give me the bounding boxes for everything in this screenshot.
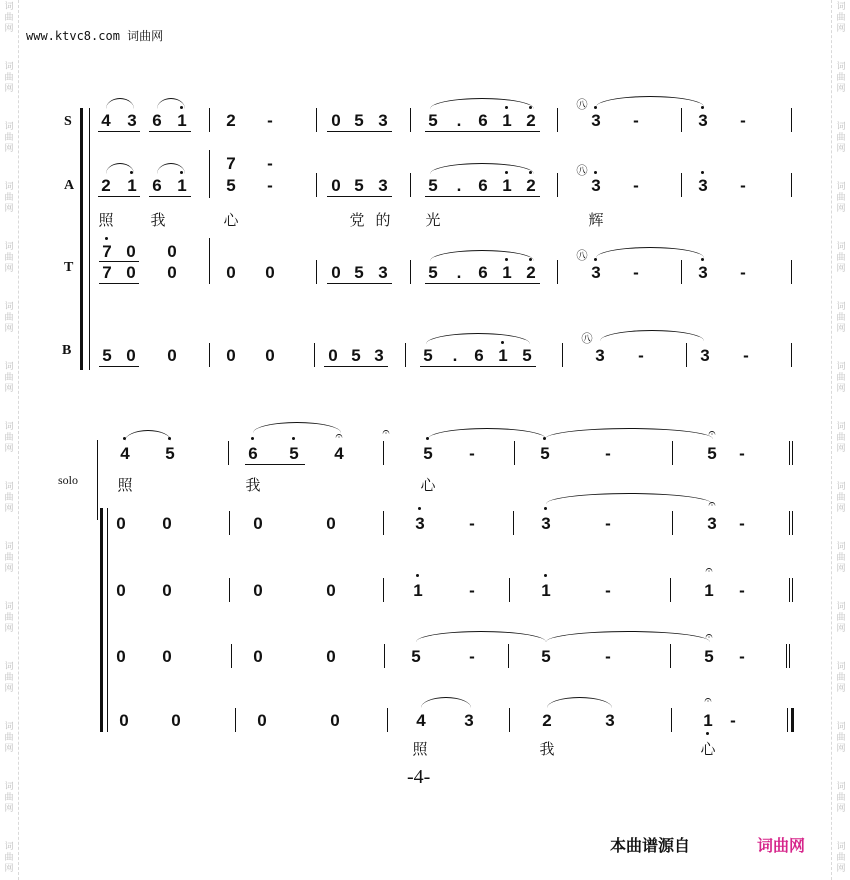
note: 0 bbox=[116, 647, 126, 666]
note: 2 bbox=[526, 111, 536, 130]
octave-dot bbox=[701, 106, 704, 109]
system-line bbox=[89, 108, 90, 370]
note: 3 bbox=[378, 176, 388, 195]
note: . bbox=[456, 263, 462, 282]
note: - bbox=[605, 647, 611, 666]
slur bbox=[253, 422, 341, 433]
note: 0 bbox=[331, 176, 341, 195]
underline bbox=[99, 366, 139, 367]
fermata: 𝄐 bbox=[708, 425, 716, 440]
tie bbox=[596, 247, 704, 258]
watermark-text: 词 曲 网 bbox=[836, 182, 846, 214]
watermark-text: 词 曲 网 bbox=[836, 542, 846, 574]
underline bbox=[245, 464, 305, 465]
note: 5 bbox=[423, 444, 433, 463]
note: - bbox=[638, 346, 644, 365]
note: 7 bbox=[102, 263, 112, 282]
fermata: 𝄐 bbox=[382, 424, 390, 439]
barline bbox=[509, 708, 510, 732]
watermark-text: 词 曲 网 bbox=[4, 2, 14, 34]
lyric: 照 bbox=[117, 476, 133, 494]
note: 0 bbox=[171, 711, 181, 730]
barline bbox=[671, 708, 672, 732]
note: 0 bbox=[162, 647, 172, 666]
note: 1 bbox=[177, 176, 187, 195]
note: 1 bbox=[703, 711, 713, 730]
note: 5 bbox=[226, 176, 236, 195]
barline bbox=[387, 708, 388, 732]
note: 3 bbox=[591, 263, 601, 282]
note: 1 bbox=[541, 581, 551, 600]
slur bbox=[106, 98, 134, 109]
note: 5 bbox=[707, 444, 717, 463]
barline bbox=[229, 578, 230, 602]
note: - bbox=[633, 111, 639, 130]
note: - bbox=[605, 514, 611, 533]
watermark-text: 词 曲 网 bbox=[4, 362, 14, 394]
barline bbox=[383, 441, 384, 465]
note: 3 bbox=[595, 346, 605, 365]
watermark-text: 词 曲 网 bbox=[836, 422, 846, 454]
page-number: -4- bbox=[407, 766, 431, 788]
note: 4 bbox=[120, 444, 130, 463]
slur bbox=[547, 697, 612, 708]
breath-mark: ㊇ bbox=[576, 164, 588, 177]
watermark-text: 词 曲 网 bbox=[4, 842, 14, 874]
slur bbox=[430, 98, 534, 109]
note: 1 bbox=[413, 581, 423, 600]
note: - bbox=[469, 444, 475, 463]
fermata: 𝄐 bbox=[705, 562, 713, 577]
watermark-text: 词 曲 网 bbox=[4, 662, 14, 694]
note: - bbox=[740, 263, 746, 282]
underline bbox=[425, 131, 540, 132]
barline bbox=[514, 441, 515, 465]
note: 7 bbox=[102, 242, 112, 261]
barline bbox=[209, 150, 210, 198]
note: 3 bbox=[378, 263, 388, 282]
barline bbox=[787, 708, 788, 732]
note: - bbox=[605, 581, 611, 600]
octave-dot bbox=[251, 437, 254, 440]
lyric: 心 bbox=[420, 476, 436, 494]
note: 3 bbox=[374, 346, 384, 365]
note: 2 bbox=[101, 176, 111, 195]
breath-mark: ㊇ bbox=[576, 249, 588, 262]
tie bbox=[428, 428, 546, 439]
fermata: 𝄐 bbox=[335, 428, 343, 443]
note: 0 bbox=[119, 711, 129, 730]
watermark-text: 词 曲 网 bbox=[4, 482, 14, 514]
barline bbox=[557, 108, 558, 132]
watermark-text: 词 曲 网 bbox=[836, 662, 846, 694]
slur bbox=[430, 163, 534, 174]
barline bbox=[672, 441, 673, 465]
note: 0 bbox=[162, 581, 172, 600]
lyric: 我 bbox=[150, 211, 166, 229]
note: 5 bbox=[351, 346, 361, 365]
source-brand-link[interactable]: 词曲网 bbox=[757, 836, 806, 855]
lyric: 辉 bbox=[588, 211, 604, 229]
note: 6 bbox=[248, 444, 258, 463]
tie bbox=[600, 330, 704, 341]
barline bbox=[792, 441, 793, 465]
underline bbox=[327, 131, 392, 132]
voice-label-s: S bbox=[64, 114, 72, 129]
slur bbox=[125, 430, 171, 441]
octave-dot bbox=[105, 237, 108, 240]
system-bracket bbox=[80, 108, 83, 370]
barline bbox=[513, 511, 514, 535]
choir-line bbox=[107, 508, 108, 732]
note: - bbox=[743, 346, 749, 365]
octave-dot bbox=[701, 258, 704, 261]
note: 0 bbox=[331, 263, 341, 282]
note: - bbox=[739, 514, 745, 533]
voice-label-b: B bbox=[62, 343, 72, 358]
barline bbox=[557, 173, 558, 197]
watermark-text: 词 曲 网 bbox=[836, 62, 846, 94]
note: 1 bbox=[177, 111, 187, 130]
slur bbox=[157, 163, 185, 174]
note: - bbox=[605, 444, 611, 463]
note: - bbox=[469, 581, 475, 600]
tie bbox=[596, 96, 704, 107]
watermark-text: 词 曲 网 bbox=[4, 122, 14, 154]
note: 1 bbox=[704, 581, 714, 600]
underline bbox=[99, 283, 139, 284]
barline bbox=[410, 260, 411, 284]
barline bbox=[231, 644, 232, 668]
note: 2 bbox=[226, 111, 236, 130]
tie bbox=[416, 631, 546, 642]
lyric: 光 bbox=[425, 211, 441, 229]
barline bbox=[508, 644, 509, 668]
note: 6 bbox=[478, 176, 488, 195]
note: 0 bbox=[265, 263, 275, 282]
note: 3 bbox=[464, 711, 474, 730]
octave-dot bbox=[701, 171, 704, 174]
note: 3 bbox=[415, 514, 425, 533]
octave-dot bbox=[544, 507, 547, 510]
note: 6 bbox=[152, 111, 162, 130]
solo-line bbox=[97, 440, 98, 520]
tie bbox=[546, 493, 712, 504]
note: 1 bbox=[502, 111, 512, 130]
note: 3 bbox=[591, 176, 601, 195]
note: 5 bbox=[428, 263, 438, 282]
watermark-text: 词 曲 网 bbox=[836, 482, 846, 514]
barline bbox=[509, 578, 510, 602]
barline bbox=[384, 644, 385, 668]
note: 5 bbox=[428, 176, 438, 195]
barline bbox=[791, 260, 792, 284]
underline bbox=[99, 261, 139, 262]
barline bbox=[789, 578, 790, 602]
lyric: 照 bbox=[412, 740, 428, 758]
barline bbox=[670, 644, 671, 668]
note: 0 bbox=[253, 581, 263, 600]
watermark-text: 词 曲 网 bbox=[836, 302, 846, 334]
note: 0 bbox=[126, 263, 136, 282]
barline bbox=[209, 343, 210, 367]
final-barline bbox=[791, 708, 794, 732]
watermark-text: 词 曲 网 bbox=[836, 722, 846, 754]
note: 2 bbox=[542, 711, 552, 730]
note: 7 bbox=[226, 154, 236, 173]
barline bbox=[792, 511, 793, 535]
note: 3 bbox=[127, 111, 137, 130]
watermark-text: 词 曲 网 bbox=[836, 362, 846, 394]
note: 5 bbox=[423, 346, 433, 365]
voice-label-a: A bbox=[64, 178, 75, 193]
lyric: 我 bbox=[539, 740, 555, 758]
lyric: 我 bbox=[245, 476, 261, 494]
watermark-text: 词 曲 网 bbox=[4, 722, 14, 754]
underline bbox=[98, 196, 140, 197]
barline bbox=[209, 108, 210, 132]
watermark-text: 词 曲 网 bbox=[4, 542, 14, 574]
slur bbox=[106, 163, 134, 174]
breath-mark: ㊇ bbox=[581, 332, 593, 345]
breath-mark: ㊇ bbox=[576, 98, 588, 111]
note: 6 bbox=[474, 346, 484, 365]
note: 4 bbox=[334, 444, 344, 463]
note: 5 bbox=[522, 346, 532, 365]
note: 1 bbox=[502, 263, 512, 282]
note: 5 bbox=[354, 111, 364, 130]
barline bbox=[789, 644, 790, 668]
note: 0 bbox=[226, 263, 236, 282]
barline bbox=[681, 173, 682, 197]
underline bbox=[425, 196, 540, 197]
barline bbox=[228, 441, 229, 465]
note: 5 bbox=[704, 647, 714, 666]
note: 5 bbox=[411, 647, 421, 666]
lyric: 心 bbox=[223, 211, 239, 229]
note: 3 bbox=[698, 176, 708, 195]
note: 3 bbox=[378, 111, 388, 130]
barline bbox=[792, 578, 793, 602]
slur bbox=[430, 250, 534, 261]
site-name[interactable]: 词曲网 bbox=[127, 29, 164, 43]
slur bbox=[426, 333, 530, 344]
underline bbox=[420, 366, 536, 367]
note: 6 bbox=[478, 263, 488, 282]
note: 6 bbox=[152, 176, 162, 195]
note: 6 bbox=[478, 111, 488, 130]
barline bbox=[383, 578, 384, 602]
note: 3 bbox=[700, 346, 710, 365]
watermark-text: 词 曲 网 bbox=[836, 242, 846, 274]
note: 0 bbox=[326, 581, 336, 600]
lyric: 照 bbox=[98, 211, 114, 229]
octave-dot bbox=[594, 258, 597, 261]
note: 0 bbox=[265, 346, 275, 365]
note: 3 bbox=[698, 263, 708, 282]
note: 1 bbox=[498, 346, 508, 365]
note: 0 bbox=[328, 346, 338, 365]
underline bbox=[149, 131, 191, 132]
note: - bbox=[267, 154, 273, 173]
underline bbox=[149, 196, 191, 197]
note: 0 bbox=[326, 647, 336, 666]
note: . bbox=[456, 176, 462, 195]
underline bbox=[425, 283, 540, 284]
note: 0 bbox=[226, 346, 236, 365]
note: 0 bbox=[167, 346, 177, 365]
barline bbox=[316, 108, 317, 132]
underline bbox=[327, 283, 392, 284]
note: - bbox=[740, 176, 746, 195]
note: 5 bbox=[540, 444, 550, 463]
barline bbox=[786, 644, 787, 668]
barline bbox=[314, 343, 315, 367]
note: 1 bbox=[502, 176, 512, 195]
voice-label-solo: solo bbox=[58, 473, 79, 487]
watermark-text: 词 曲 网 bbox=[4, 422, 14, 454]
watermark-text: 词 曲 网 bbox=[4, 302, 14, 334]
watermark-text: 词 曲 网 bbox=[4, 62, 14, 94]
voice-label-t: T bbox=[64, 260, 74, 275]
barline bbox=[235, 708, 236, 732]
note: 3 bbox=[605, 711, 615, 730]
note: - bbox=[633, 176, 639, 195]
octave-dot bbox=[594, 171, 597, 174]
underline bbox=[327, 196, 392, 197]
fermata: 𝄐 bbox=[705, 628, 713, 643]
barline bbox=[681, 260, 682, 284]
note: - bbox=[469, 514, 475, 533]
underline bbox=[324, 366, 388, 367]
octave-dot bbox=[418, 507, 421, 510]
note: 2 bbox=[526, 176, 536, 195]
note: 3 bbox=[541, 514, 551, 533]
note: 5 bbox=[165, 444, 175, 463]
barline bbox=[681, 108, 682, 132]
barline bbox=[686, 343, 687, 367]
note: - bbox=[469, 647, 475, 666]
note: 0 bbox=[326, 514, 336, 533]
note: 4 bbox=[101, 111, 111, 130]
note: - bbox=[740, 111, 746, 130]
slur bbox=[157, 98, 185, 109]
barline bbox=[557, 260, 558, 284]
barline bbox=[209, 238, 210, 284]
fermata: 𝄐 bbox=[704, 692, 712, 707]
source-label: 本曲谱源自 bbox=[610, 836, 691, 855]
barline bbox=[791, 173, 792, 197]
tie bbox=[545, 428, 713, 439]
barline bbox=[229, 511, 230, 535]
watermark-text: 词 曲 网 bbox=[4, 602, 14, 634]
note: 0 bbox=[257, 711, 267, 730]
note: - bbox=[739, 581, 745, 600]
watermark-text: 词 曲 网 bbox=[836, 782, 846, 814]
barline bbox=[410, 108, 411, 132]
note: 0 bbox=[253, 647, 263, 666]
note: 5 bbox=[428, 111, 438, 130]
note: - bbox=[267, 176, 273, 195]
fermata: 𝄐 bbox=[708, 496, 716, 511]
octave-dot bbox=[416, 574, 419, 577]
note: 3 bbox=[707, 514, 717, 533]
slur bbox=[421, 697, 471, 708]
note: 0 bbox=[116, 514, 126, 533]
note: 5 bbox=[354, 176, 364, 195]
note: 0 bbox=[330, 711, 340, 730]
barline bbox=[789, 441, 790, 465]
barline bbox=[562, 343, 563, 367]
note: - bbox=[739, 647, 745, 666]
note: 0 bbox=[162, 514, 172, 533]
watermark-text: 词 曲 网 bbox=[4, 782, 14, 814]
watermark-text: 词 曲 网 bbox=[836, 122, 846, 154]
note: 0 bbox=[167, 242, 177, 261]
note: - bbox=[633, 263, 639, 282]
lyric: 党 bbox=[349, 211, 365, 229]
note: 5 bbox=[102, 346, 112, 365]
note: - bbox=[739, 444, 745, 463]
note: . bbox=[456, 111, 462, 130]
note: 0 bbox=[126, 346, 136, 365]
note: 0 bbox=[126, 242, 136, 261]
barline bbox=[670, 578, 671, 602]
barline bbox=[316, 260, 317, 284]
lyric: 心 bbox=[700, 740, 716, 758]
lyric: 的 bbox=[375, 211, 391, 229]
note: 0 bbox=[253, 514, 263, 533]
barline bbox=[405, 343, 406, 367]
note: 5 bbox=[541, 647, 551, 666]
underline bbox=[98, 131, 140, 132]
note: - bbox=[267, 111, 273, 130]
barline bbox=[791, 108, 792, 132]
note: 5 bbox=[354, 263, 364, 282]
site-url[interactable]: www.ktvc8.com bbox=[26, 29, 120, 43]
tie bbox=[546, 631, 710, 642]
note: 0 bbox=[167, 263, 177, 282]
choir-bracket bbox=[100, 508, 103, 732]
watermark-text: 词 曲 网 bbox=[4, 182, 14, 214]
note: 1 bbox=[127, 176, 137, 195]
note: 2 bbox=[526, 263, 536, 282]
barline bbox=[383, 511, 384, 535]
barline bbox=[789, 511, 790, 535]
barline bbox=[791, 343, 792, 367]
note: - bbox=[730, 711, 736, 730]
octave-dot bbox=[292, 437, 295, 440]
note: 4 bbox=[416, 711, 426, 730]
watermark-text: 词 曲 网 bbox=[4, 242, 14, 274]
barline bbox=[316, 173, 317, 197]
barline bbox=[410, 173, 411, 197]
barline bbox=[672, 511, 673, 535]
watermark-text: 词 曲 网 bbox=[836, 2, 846, 34]
note: 3 bbox=[698, 111, 708, 130]
note: . bbox=[452, 346, 458, 365]
note: 3 bbox=[591, 111, 601, 130]
note: 5 bbox=[289, 444, 299, 463]
octave-dot-below bbox=[706, 732, 709, 735]
site-header[interactable] bbox=[26, 27, 163, 44]
octave-dot bbox=[544, 574, 547, 577]
note: 0 bbox=[331, 111, 341, 130]
note: 0 bbox=[116, 581, 126, 600]
watermark-text: 词 曲 网 bbox=[836, 842, 846, 874]
watermark-text: 词 曲 网 bbox=[836, 602, 846, 634]
